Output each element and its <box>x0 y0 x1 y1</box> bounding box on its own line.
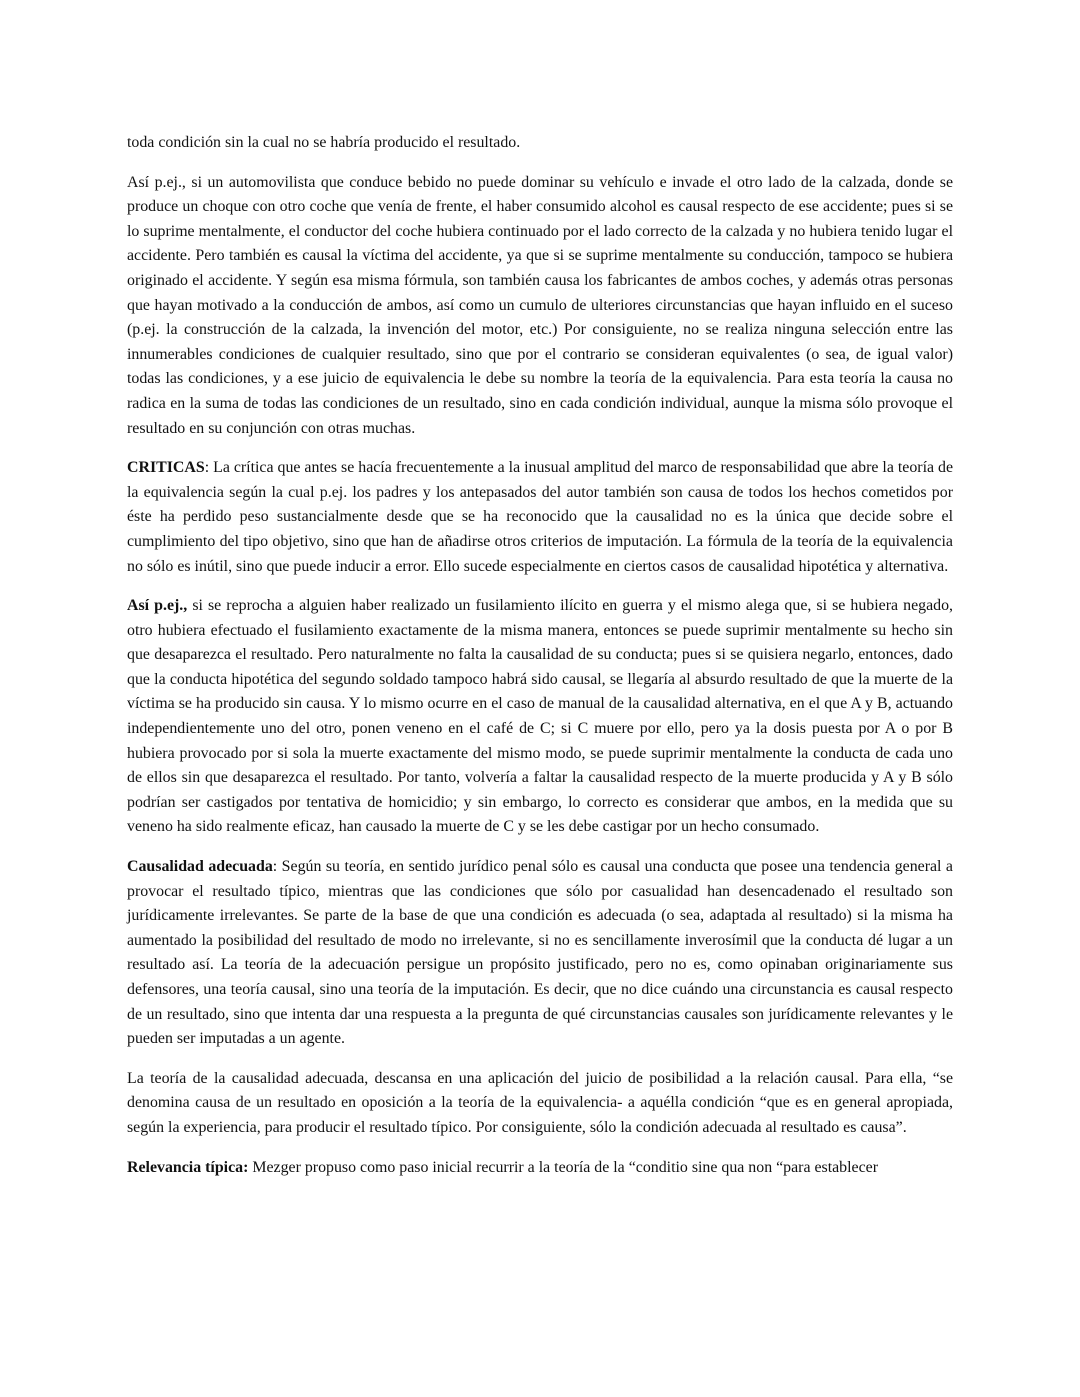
paragraph-causalidad-adecuada <box>127 855 953 1052</box>
paragraph-text: Mezger propuso como paso inicial recurrir a la teoría de la “conditio sine qua non “para establecer <box>248 1158 878 1176</box>
document-page <box>127 131 953 1195</box>
paragraph-text: La teoría de la causalidad adecuada, descansa en una aplicación del juicio de posibilidad a la relación causal. Para ella, “se denomina causa de un resultado en oposición a la teoría de la equivalencia- a aquélla condición “que es en general apropiada, según la experiencia, para producir el resultado típico. Por consiguiente, sólo la condición adecuada al resultado es causa”. <box>127 1069 953 1136</box>
paragraph-heading: Relevancia típica: <box>127 1158 249 1176</box>
paragraph-heading: Así p.ej., <box>127 597 188 615</box>
paragraph-text: Así p.ej., si un automovilista que conduce bebido no puede dominar su vehículo e invade el otro lado de la calzada, donde se produce un choque con otro coche que venía de frente, el haber consumido alcohol es causal respecto de ese accidente; pues si se lo suprime mentalmente, el conductor del coche hubiera continuado por el lado correcto de la calzada y no hubiera tenido lugar el accidente. Pero también es causal la víctima del accidente, ya que si se suprime mentalmente su conducción, tampoco se hubiera originado el accidente. Y según esa misma fórmula, son también causa los fabricantes de ambos coches, y además otras personas que hayan motivado a la conducción de ambos, así como un cumulo de ulteriores circunstancias que hayan influido en el suceso (p.ej. la construcción de la calzada, la invención del motor, etc.) Por consiguiente, no se realiza ninguna selección entre las innumerables condiciones de cualquier resultado, sino que por el contrario se consideran equivalentes (o sea, de igual valor) todas las condiciones, y a ese juicio de equivalencia le debe su nombre la teoría de la equivalencia. Para esta teoría la causa no radica en la suma de todas las condiciones de un resultado, sino en cada condición individual, aunque la misma sólo provoque el resultado en su conjunción con otras muchas. <box>127 173 953 437</box>
paragraph-example-fusilamiento <box>127 594 953 840</box>
paragraph-text: si se reprocha a alguien haber realizado un fusilamiento ilícito en guerra y el mismo alega que, si se hubiera negado, otro hubiera efectuado el fusilamiento exactamente de la misma manera, entonces se puede suprimir mentalmente su hecho sin que desaparezca el resultado. Pero naturalmente no falta la causalidad de su conducta; pues si se quisiera negarlo, entonces, dado que la conducta hipotética del segundo soldado tampoco habrá sido causal, se llegaría al absurdo resultado de que la muerte de la víctima se ha producido sin causa. Y lo mismo ocurre en el caso de manual de la causalidad alternativa, en el que A y B, actuando independientemente uno del otro, ponen veneno en el café de C; si C muere por ello, pero ya la dosis puesta por A o por B hubiera provocado por si sola la muerte exactamente del mismo modo, se puede suprimir mentalmente la conducta de cada uno de ellos sin que desaparezca el resultado. Por tanto, volvería a faltar la causalidad respecto de la muerte producida y A y B sólo podrían ser castigados por tentativa de homicidio; y sin embargo, lo correcto es considerar que ambos, en la medida que su veneno ha sido realmente eficaz, han causado la muerte de C y se les debe castigar por un hecho consumado. <box>127 597 953 836</box>
paragraph-heading: CRITICAS <box>127 459 205 477</box>
paragraph-teoria-adecuada <box>127 1067 953 1141</box>
paragraph-relevancia-tipica <box>127 1156 953 1181</box>
paragraph-intro <box>127 131 953 156</box>
paragraph-text: toda condición sin la cual no se habría producido el resultado. <box>127 134 521 151</box>
paragraph-text: : La crítica que antes se hacía frecuentemente a la inusual amplitud del marco de responsabilidad que abre la teoría de la equivalencia según la cual p.ej. los padres y los antepasados del autor también son causa de todos los hechos cometidos por éste ha perdido peso sustancialmente desde que se ha reconocido que la causalidad no es la única que decide sobre el cumplimiento del tipo objetivo, sino que han de añadirse otros criterios de imputación. La fórmula de la teoría de la equivalencia no sólo es inútil, sino que puede inducir a error. Ello sucede especialmente en ciertos casos de causalidad hipotética y alternativa. <box>127 459 954 575</box>
paragraph-text: : Según su teoría, en sentido jurídico penal sólo es causal una conducta que posee una tendencia general a provocar el resultado típico, mientras que las condiciones que sólo por casualidad han desencadenado el resultado son jurídicamente irrelevantes. Se parte de la base de que una condición es adecuada (o sea, adaptada al resultado) si la misma ha aumentado la posibilidad del resultado de modo no irrelevante, si no es sencillamente inverosímil que la conducta dé lugar a un resultado así. La teoría de la adecuación persigue un propósito justificado, pero no es, como opinaban originariamente sus defensores, una teoría causal, sino una teoría de la imputación. Es decir, que no dice cuándo una circunstancia es causal respecto de un resultado, sino que intenta dar una respuesta a la pregunta de qué circunstancias causales son jurídicamente relevantes y le pueden ser imputadas a un agente. <box>127 858 953 1048</box>
paragraph-example-drunk-driver <box>127 171 953 442</box>
paragraph-heading: Causalidad adecuada <box>127 858 273 876</box>
paragraph-criticas <box>127 456 953 579</box>
